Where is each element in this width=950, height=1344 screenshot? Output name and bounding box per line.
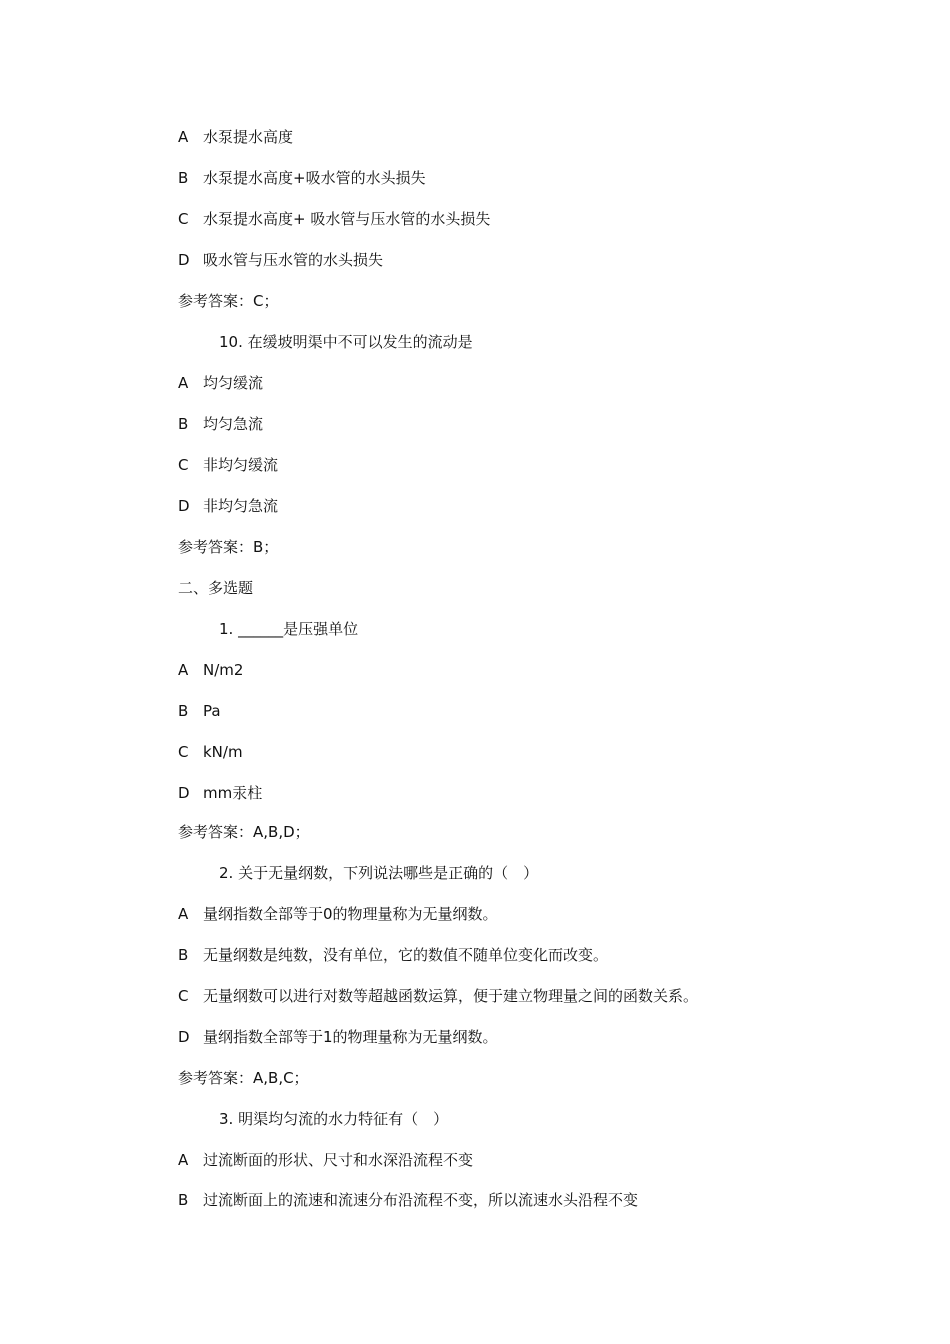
option-text: N/m2	[203, 661, 244, 679]
option-letter: D	[178, 251, 190, 269]
option-letter: C	[178, 210, 189, 228]
option-a	[178, 373, 263, 393]
reference-answer: 参考答案：C；	[178, 292, 279, 310]
option-letter: C	[178, 743, 189, 761]
reference-answer: 参考答案：A,B,D；	[178, 823, 310, 841]
option-text: 水泵提水高度+吸水管的水头损失	[203, 169, 426, 187]
option-text: 量纲指数全部等于1的物理量称为无量纲数。	[203, 1028, 498, 1046]
option-a	[178, 1150, 473, 1170]
question-2: 2. 关于无量纲数，下列说法哪些是正确的（ ）	[219, 864, 539, 882]
option-text: 过流断面上的流速和流速分布沿流程不变，所以流速水头沿程不变	[203, 1191, 639, 1209]
option-d	[178, 250, 383, 270]
option-text: 无量纲数可以进行对数等超越函数运算，便于建立物理量之间的函数关系。	[203, 987, 699, 1005]
option-a	[178, 904, 498, 924]
option-letter: B	[178, 946, 189, 964]
option-text: mm汞柱	[203, 784, 263, 802]
option-text: 水泵提水高度	[203, 128, 294, 146]
option-letter: B	[178, 169, 189, 187]
option-text: 量纲指数全部等于0的物理量称为无量纲数。	[203, 905, 498, 923]
option-letter: D	[178, 784, 190, 802]
reference-answer: 参考答案：A,B,C；	[178, 1069, 309, 1087]
option-letter: B	[178, 702, 189, 720]
option-text: 均匀急流	[203, 415, 264, 433]
option-text: 非均匀缓流	[203, 456, 279, 474]
option-letter: C	[178, 456, 189, 474]
section-heading: 二、多选题	[178, 579, 254, 597]
option-letter: A	[178, 905, 189, 923]
question-1: 1. ______是压强单位	[219, 620, 359, 638]
option-text: 无量纲数是纯数，没有单位，它的数值不随单位变化而改变。	[203, 946, 609, 964]
option-text: 吸水管与压水管的水头损失	[203, 251, 384, 269]
option-c	[178, 986, 698, 1006]
option-b	[178, 945, 608, 965]
option-text: 均匀缓流	[203, 374, 264, 392]
option-a	[178, 660, 243, 680]
option-b	[178, 168, 426, 188]
reference-answer: 参考答案：B；	[178, 538, 279, 556]
option-letter: B	[178, 1191, 189, 1209]
option-letter: D	[178, 497, 190, 515]
option-letter: A	[178, 374, 189, 392]
option-c	[178, 209, 490, 229]
option-d	[178, 783, 262, 803]
option-b	[178, 1190, 638, 1210]
option-b	[178, 414, 263, 434]
option-letter: A	[178, 1151, 189, 1169]
option-letter: C	[178, 987, 189, 1005]
option-c	[178, 455, 278, 475]
option-letter: B	[178, 415, 189, 433]
option-d	[178, 496, 278, 516]
option-d	[178, 1027, 498, 1047]
option-text: kN/m	[203, 743, 243, 761]
question-10: 10. 在缓坡明渠中不可以发生的流动是	[219, 333, 473, 351]
option-b	[178, 701, 221, 721]
question-3: 3. 明渠均匀流的水力特征有（ ）	[219, 1110, 449, 1128]
option-text: 水泵提水高度+ 吸水管与压水管的水头损失	[203, 210, 491, 228]
option-text: 非均匀急流	[203, 497, 279, 515]
option-a	[178, 127, 293, 147]
option-letter: D	[178, 1028, 190, 1046]
option-text: 过流断面的形状、尺寸和水深沿流程不变	[203, 1151, 474, 1169]
option-text: Pa	[203, 702, 221, 720]
option-c	[178, 742, 243, 762]
option-letter: A	[178, 661, 189, 679]
option-letter: A	[178, 128, 189, 146]
